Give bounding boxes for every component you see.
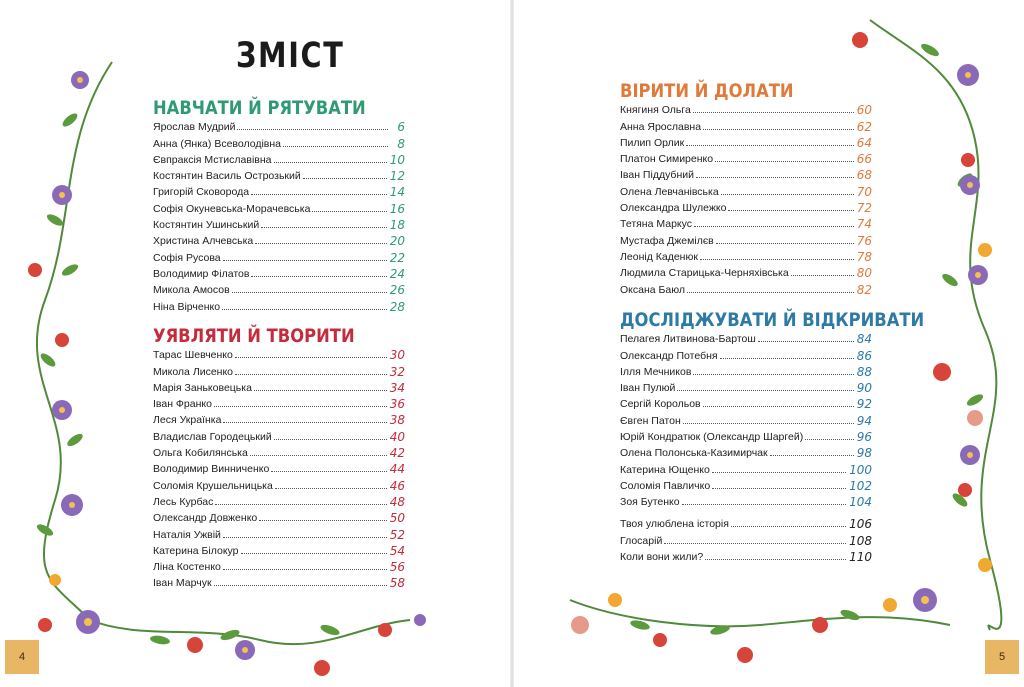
entry-page: 82 xyxy=(856,282,872,297)
entry-name: Катерина Ющенко xyxy=(620,463,710,476)
toc-entry[interactable] xyxy=(620,427,872,443)
toc-entry[interactable] xyxy=(153,573,405,589)
entry-page: 8 xyxy=(397,136,405,151)
section-heading: ВІРИТИ Й ДОЛАТИ xyxy=(620,80,794,102)
entry-page: 94 xyxy=(856,413,872,428)
toc-entry[interactable] xyxy=(153,231,405,247)
entry-name: Соломія Павличко xyxy=(620,479,711,492)
entry-page: 14 xyxy=(389,185,405,200)
entry-page: 96 xyxy=(856,430,872,445)
toc-entry[interactable] xyxy=(620,198,872,214)
entry-page: 54 xyxy=(389,543,405,558)
entry-page: 30 xyxy=(389,348,405,363)
entry-name: Іван Франко xyxy=(153,398,212,411)
toc-entry[interactable] xyxy=(153,280,405,296)
entry-page: 46 xyxy=(389,478,405,493)
toc-entry[interactable] xyxy=(153,426,405,442)
toc-entry[interactable] xyxy=(153,247,405,263)
entry-page: 36 xyxy=(389,397,405,412)
entry-page: 66 xyxy=(856,152,872,167)
entry-name: Марія Заньковецька xyxy=(153,381,252,394)
entry-name: Глосарій xyxy=(620,534,663,547)
section-heading: ДОСЛІДЖУВАТИ Й ВІДКРИВАТИ xyxy=(620,309,925,331)
toc-entry[interactable] xyxy=(153,166,405,182)
entry-page: 108 xyxy=(849,533,872,548)
entry-name: Тарас Шевченко xyxy=(153,349,233,362)
toc-entry[interactable] xyxy=(620,279,872,295)
entry-name: Юрій Кондратюк (Олександр Шаргей) xyxy=(620,431,804,444)
toc-entry[interactable] xyxy=(620,181,872,197)
entry-name: Пилип Орлик xyxy=(620,136,685,149)
entry-page: 60 xyxy=(856,103,872,118)
toc-entry[interactable] xyxy=(620,530,872,546)
entry-name: Твоя улюблена історія xyxy=(620,518,729,531)
toc-entry[interactable] xyxy=(153,541,405,557)
entry-page: 52 xyxy=(389,527,405,542)
entry-name: Євпраксія Мстиславівна xyxy=(153,153,272,166)
entry-page: 6 xyxy=(397,120,405,135)
entry-page: 58 xyxy=(389,576,405,591)
entry-name: Володимир Винниченко xyxy=(153,463,270,476)
entry-page: 50 xyxy=(389,511,405,526)
entry-name: Ліна Костенко xyxy=(153,561,221,574)
entry-name: Соломія Крушельницька xyxy=(153,479,273,492)
toc-entry[interactable] xyxy=(620,149,872,165)
entry-page: 70 xyxy=(856,184,872,199)
toc-list-section-1 xyxy=(153,117,405,313)
entry-name: Анна (Янка) Всеволодівна xyxy=(153,137,282,150)
toc-entry[interactable] xyxy=(620,263,872,279)
entry-name: Сергій Корольов xyxy=(620,398,701,411)
entry-name: Олександра Шулежко xyxy=(620,202,727,215)
toc-entry[interactable] xyxy=(620,514,872,530)
toc-entry[interactable] xyxy=(153,475,405,491)
entry-page: 92 xyxy=(856,397,872,412)
entry-name: Григорій Сковорода xyxy=(153,186,250,199)
toc-entry[interactable] xyxy=(620,230,872,246)
toc-entry[interactable] xyxy=(620,476,872,492)
section-heading: УЯВЛЯТИ Й ТВОРИТИ xyxy=(153,325,355,347)
entry-name: Костянтин Ушинський xyxy=(153,219,260,232)
entry-name: Платон Симиренко xyxy=(620,153,714,166)
toc-entry[interactable] xyxy=(153,394,405,410)
toc-list-extras xyxy=(620,514,872,563)
entry-page: 62 xyxy=(856,119,872,134)
entry-name: Ілля Мечников xyxy=(620,365,692,378)
entry-name: Іван Марчук xyxy=(153,577,212,590)
toc-entry[interactable] xyxy=(153,378,405,394)
entry-page: 102 xyxy=(849,478,872,493)
entry-name: Владислав Городецький xyxy=(153,430,272,443)
toc-entry[interactable] xyxy=(153,443,405,459)
entry-page: 64 xyxy=(856,135,872,150)
entry-name: Анна Ярославна xyxy=(620,120,702,133)
entry-name: Софія Русова xyxy=(153,251,221,264)
toc-entry[interactable] xyxy=(153,182,405,198)
entry-page: 110 xyxy=(849,549,872,564)
toc-entry[interactable] xyxy=(620,329,872,345)
entry-name: Олександр Потебня xyxy=(620,349,718,362)
entry-name: Олена Левчанівська xyxy=(620,185,719,198)
entry-page: 12 xyxy=(389,169,405,184)
entry-name: Наталія Ужвій xyxy=(153,528,221,541)
entry-page: 10 xyxy=(389,152,405,167)
toc-entry[interactable] xyxy=(620,345,872,361)
toc-entry[interactable] xyxy=(620,410,872,426)
book-gutter xyxy=(510,0,514,687)
entry-name: Мустафа Джемілєв xyxy=(620,234,714,247)
entry-page: 104 xyxy=(849,495,872,510)
entry-name: Олена Полонська-Казимирчак xyxy=(620,447,768,460)
page-title: ЗМІСТ xyxy=(236,36,345,76)
toc-entry[interactable] xyxy=(620,100,872,116)
entry-name: Микола Лисенко xyxy=(153,365,234,378)
entry-name: Володимир Філатов xyxy=(153,267,250,280)
toc-entry[interactable] xyxy=(153,361,405,377)
toc-entry[interactable] xyxy=(153,150,405,166)
entry-name: Княгиня Ольга xyxy=(620,104,691,117)
entry-page: 44 xyxy=(389,462,405,477)
entry-name: Леонід Каденюк xyxy=(620,250,698,263)
entry-name: Іван Пулюй xyxy=(620,382,676,395)
entry-page: 34 xyxy=(389,380,405,395)
entry-page: 68 xyxy=(856,168,872,183)
entry-name: Ярослав Мудрий xyxy=(153,121,236,134)
entry-name: Тетяна Маркус xyxy=(620,218,693,231)
entry-name: Коли вони жили? xyxy=(620,550,704,563)
entry-name: Софія Окуневська-Морачевська xyxy=(153,202,311,215)
toc-list-section-4 xyxy=(620,329,872,508)
entry-name: Катерина Білокур xyxy=(153,544,239,557)
toc-entry[interactable] xyxy=(153,117,405,133)
toc-list-section-2 xyxy=(153,345,405,589)
entry-page: 38 xyxy=(389,413,405,428)
entry-page: 106 xyxy=(849,517,872,532)
toc-entry[interactable] xyxy=(153,296,405,312)
toc-entry[interactable] xyxy=(153,557,405,573)
toc-entry[interactable] xyxy=(620,116,872,132)
toc-entry[interactable] xyxy=(153,215,405,231)
entry-page: 40 xyxy=(389,429,405,444)
entry-page: 24 xyxy=(389,266,405,281)
toc-entry[interactable] xyxy=(153,345,405,361)
toc-entry[interactable] xyxy=(620,214,872,230)
entry-name: Пелагея Литвинова-Бартош xyxy=(620,333,756,346)
entry-name: Оксана Баюл xyxy=(620,283,686,296)
entry-page: 16 xyxy=(389,201,405,216)
entry-name: Ольга Кобилянська xyxy=(153,447,248,460)
entry-name: Микола Амосов xyxy=(153,284,230,297)
toc-entry[interactable] xyxy=(153,524,405,540)
entry-page: 98 xyxy=(856,446,872,461)
toc-entry[interactable] xyxy=(153,198,405,214)
entry-name: Лесь Курбас xyxy=(153,495,214,508)
toc-entry[interactable] xyxy=(620,394,872,410)
entry-name: Іван Піддубний xyxy=(620,169,694,182)
toc-entry[interactable] xyxy=(620,443,872,459)
toc-entry[interactable] xyxy=(620,247,872,263)
toc-entry[interactable] xyxy=(620,492,872,508)
entry-name: Людмила Старицька-Черняхівська xyxy=(620,267,789,280)
entry-page: 18 xyxy=(389,218,405,233)
entry-page: 48 xyxy=(389,494,405,509)
entry-page: 42 xyxy=(389,446,405,461)
entry-page: 78 xyxy=(856,249,872,264)
toc-entry[interactable] xyxy=(620,378,872,394)
toc-entry[interactable] xyxy=(620,547,872,563)
entry-page: 28 xyxy=(389,299,405,314)
toc-entry[interactable] xyxy=(620,459,872,475)
toc-entry[interactable] xyxy=(153,508,405,524)
entry-name: Олександр Довженко xyxy=(153,512,258,525)
entry-page: 72 xyxy=(856,201,872,216)
entry-page: 26 xyxy=(389,283,405,298)
entry-page: 22 xyxy=(389,250,405,265)
page-number-left: 4 xyxy=(5,640,39,674)
toc-entry[interactable] xyxy=(620,165,872,181)
entry-name: Ніна Вірченко xyxy=(153,300,221,313)
entry-page: 80 xyxy=(856,266,872,281)
entry-name: Костянтин Василь Острозький xyxy=(153,170,301,183)
entry-page: 84 xyxy=(856,332,872,347)
entry-name: Леся Українка xyxy=(153,414,222,427)
toc-entry[interactable] xyxy=(153,492,405,508)
toc-entry[interactable] xyxy=(153,133,405,149)
entry-page: 76 xyxy=(856,233,872,248)
toc-entry[interactable] xyxy=(153,264,405,280)
toc-entry[interactable] xyxy=(620,133,872,149)
section-heading: НАВЧАТИ Й РЯТУВАТИ xyxy=(153,97,366,119)
entry-page: 32 xyxy=(389,364,405,379)
entry-name: Євген Патон xyxy=(620,414,681,427)
entry-page: 74 xyxy=(856,217,872,232)
entry-page: 100 xyxy=(849,462,872,477)
toc-entry[interactable] xyxy=(620,362,872,378)
toc-list-section-3 xyxy=(620,100,872,296)
entry-page: 20 xyxy=(389,234,405,249)
entry-page: 90 xyxy=(856,381,872,396)
toc-entry[interactable] xyxy=(153,459,405,475)
page-number-right: 5 xyxy=(985,640,1019,674)
entry-page: 88 xyxy=(856,364,872,379)
entry-page: 56 xyxy=(389,560,405,575)
entry-page: 86 xyxy=(856,348,872,363)
entry-name: Христина Алчевська xyxy=(153,235,254,248)
toc-entry[interactable] xyxy=(153,410,405,426)
entry-name: Зоя Бутенко xyxy=(620,496,680,509)
